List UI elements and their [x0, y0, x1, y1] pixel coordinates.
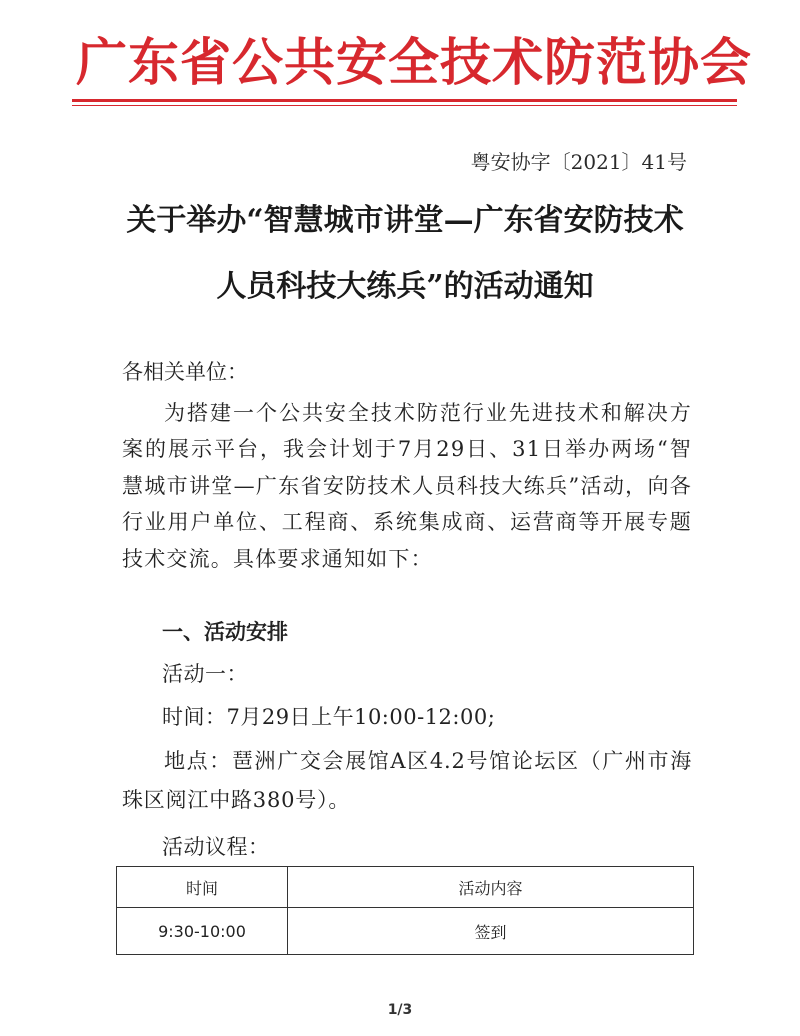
event-one-location: 地点：琶洲广交会展馆A区4.2号馆论坛区（广州市海珠区阅江中路380号）。 — [122, 749, 692, 812]
event-one-label: 活动一： — [162, 662, 248, 686]
document-number: 粤安协字〔2021〕41号 — [470, 150, 687, 174]
intro-paragraph: 为搭建一个公共安全技术防范行业先进技术和解决方案的展示平台，我会计划于7月29日、31日举办两场“智慧城市讲堂—广东省安防技术人员科技大练兵”活动，向各行业用户单位、工程商、系统集成商、运营商等开展专题技术交流。具体要求通知如下： — [122, 401, 692, 571]
letterhead-red-rule — [72, 99, 737, 102]
agenda-table-header-row — [117, 867, 694, 908]
salutation: 各相关单位： — [122, 360, 248, 384]
document-title — [110, 188, 700, 320]
section-heading-activity-arrangement: 一、活动安排 — [162, 620, 288, 644]
agenda-header-time: 时间 — [117, 867, 288, 908]
agenda-cell-content: 签到 — [288, 908, 694, 955]
letterhead-red-rule-thin — [72, 105, 737, 106]
table-row — [117, 908, 694, 955]
document-title-line-1: 关于举办“智慧城市讲堂—广东省安防技术 — [126, 203, 684, 238]
agenda-label: 活动议程： — [162, 835, 270, 859]
letterhead-org-name: 广东省公共安全技术防范协会 — [76, 34, 753, 93]
agenda-table — [116, 866, 694, 955]
event-one-time: 时间：7月29日上午10:00-12:00; — [162, 705, 496, 729]
agenda-cell-time: 9:30-10:00 — [117, 908, 288, 955]
agenda-header-content: 活动内容 — [288, 867, 694, 908]
page-number: 1/3 — [387, 1002, 413, 1018]
document-title-line-2: 人员科技大练兵”的活动通知 — [216, 269, 594, 304]
